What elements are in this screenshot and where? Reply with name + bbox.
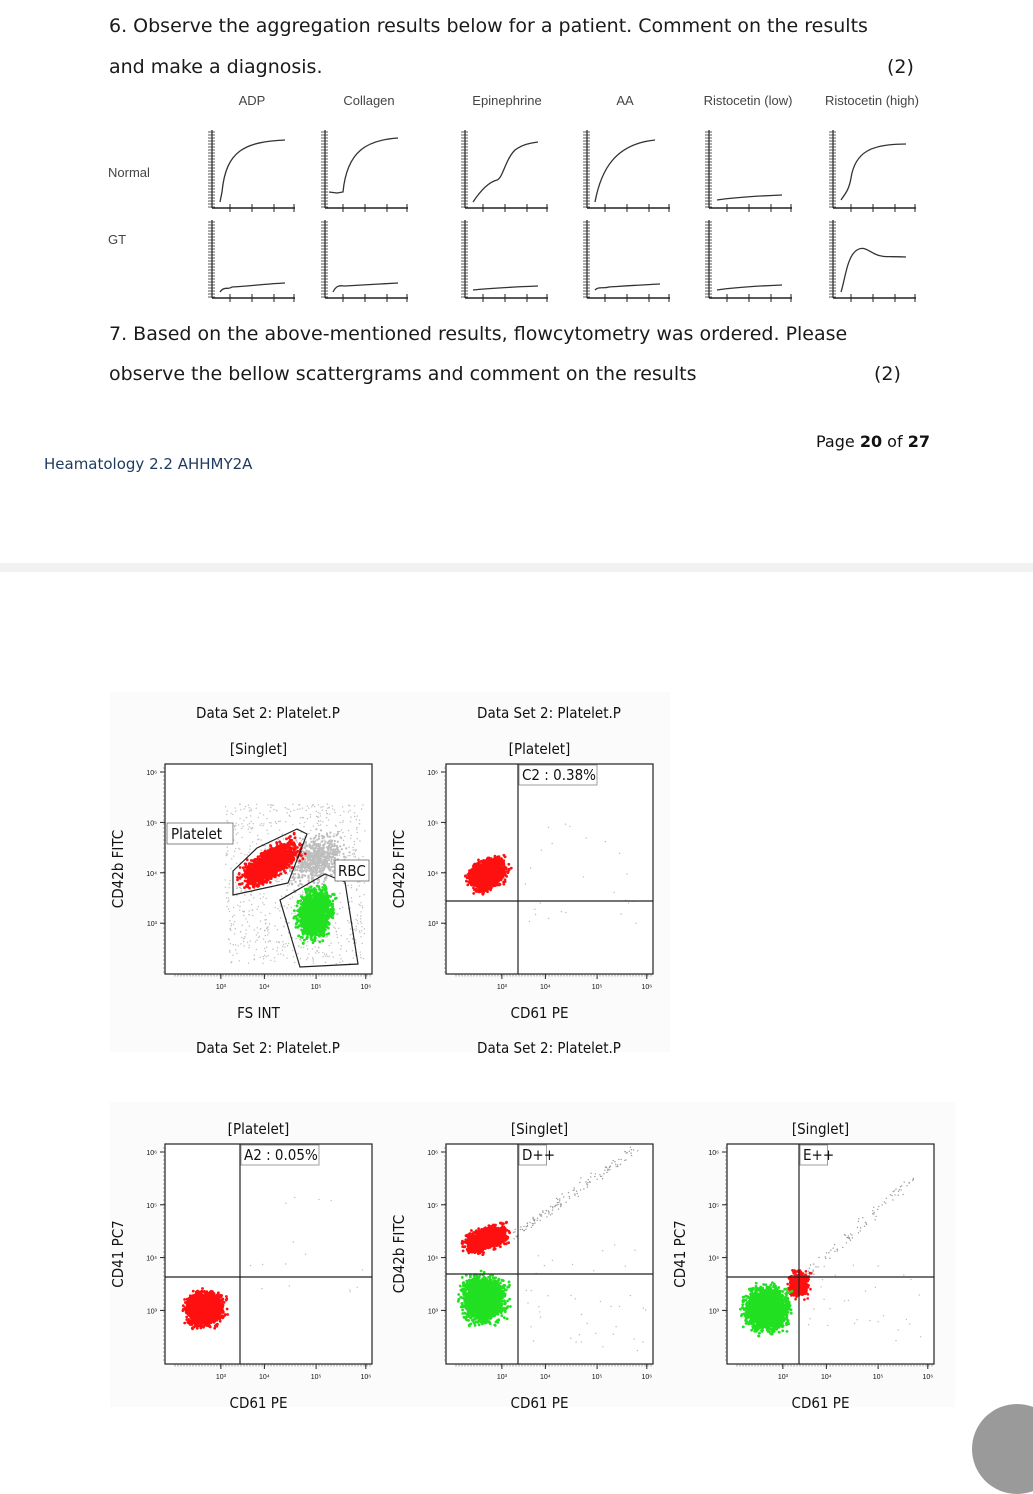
x-tick-label: 10⁴ [259, 984, 270, 991]
x-tick-label: 10⁴ [540, 1374, 551, 1381]
gate-label: [Singlet] [792, 1120, 849, 1138]
y-tick-label: 10³ [428, 921, 439, 928]
y-tick-label: 10³ [147, 921, 158, 928]
y-tick-label: 10⁴ [146, 871, 157, 878]
dataset-title-1: Data Set 2: Platelet.P [196, 704, 340, 722]
y-axis-label: CD42b FITC [390, 1215, 408, 1293]
y-tick-label: 10⁴ [708, 1256, 719, 1263]
quadrant-label: D++ [522, 1146, 555, 1164]
y-tick-label: 10⁶ [427, 770, 438, 777]
x-tick-label: 10⁶ [360, 1374, 371, 1381]
y-tick-label: 10⁴ [427, 1256, 438, 1263]
row-label-normal: Normal [108, 165, 150, 180]
question-6-line-1: 6. Observe the aggregation results below for a patient. Comment on the results [109, 14, 868, 38]
agonist-label-ristocetin-high: Ristocetin (high) [825, 93, 919, 108]
x-axis-label: FS INT [237, 1004, 280, 1022]
y-axis-label: CD42b FITC [390, 830, 408, 908]
y-tick-label: 10³ [428, 1308, 439, 1315]
tracing-gt-5 [829, 220, 916, 302]
tracing-normal-5 [829, 130, 916, 212]
flow-cytometry-figure [0, 572, 1033, 1432]
question-7-marks: (2) [874, 362, 901, 386]
row-label-gt: GT [108, 232, 126, 247]
document-page-20 [0, 0, 1033, 563]
x-tick-label: 10⁶ [360, 984, 371, 991]
x-tick-label: 10⁶ [922, 1374, 933, 1381]
rbc-region-label: RBC [338, 862, 366, 880]
course-footer: Heamatology 2.2 AHHMY2A [44, 455, 252, 473]
tracing-normal-4 [705, 130, 792, 212]
x-tick-label: 10⁶ [641, 1374, 652, 1381]
y-tick-label: 10⁵ [146, 1203, 157, 1210]
x-tick-label: 10⁴ [540, 984, 551, 991]
agonist-label-aa: AA [616, 93, 634, 108]
tracing-gt-1 [321, 220, 408, 302]
y-tick-label: 10⁶ [427, 1150, 438, 1157]
y-tick-label: 10⁵ [708, 1203, 719, 1210]
dataset-title-3: Data Set 2: Platelet.P [196, 1039, 340, 1057]
gate-label: [Platelet] [228, 1120, 290, 1138]
y-tick-label: 10⁶ [708, 1150, 719, 1157]
page-separator [0, 563, 1033, 572]
x-tick-label: 10⁴ [821, 1374, 832, 1381]
y-axis-label: CD41 PC7 [109, 1220, 127, 1287]
y-tick-label: 10⁵ [146, 820, 157, 827]
agonist-label-epinephrine: Epinephrine [472, 93, 541, 108]
y-axis-label: CD42b FITC [109, 830, 127, 908]
agonist-label-collagen: Collagen [343, 93, 394, 108]
tracing-normal-1 [321, 130, 408, 212]
platelet-region-label: Platelet [171, 825, 222, 843]
x-tick-label: 10³ [216, 1374, 227, 1381]
x-tick-label: 10³ [216, 984, 227, 991]
x-axis-label: CD61 PE [511, 1394, 569, 1412]
page-number: Page 20 of 27 [816, 432, 930, 451]
tracing-normal-2 [461, 130, 548, 212]
x-tick-label: 10⁵ [592, 984, 603, 991]
y-tick-label: 10⁵ [427, 1203, 438, 1210]
aggregation-figure [0, 85, 1033, 315]
x-tick-label: 10⁵ [311, 1374, 322, 1381]
y-tick-label: 10⁶ [146, 770, 157, 777]
y-tick-label: 10⁴ [427, 871, 438, 878]
dataset-title-4: Data Set 2: Platelet.P [477, 1039, 621, 1057]
tracing-gt-0 [208, 220, 295, 302]
aggregation-tracings [208, 130, 916, 302]
x-tick-label: 10⁴ [259, 1374, 270, 1381]
y-tick-label: 10⁵ [427, 820, 438, 827]
tracing-normal-3 [583, 130, 670, 212]
x-tick-label: 10³ [497, 984, 508, 991]
question-6-line-2: and make a diagnosis. [109, 55, 323, 79]
agonist-label-adp: ADP [239, 93, 266, 108]
question-7-line-1: 7. Based on the above-mentioned results, flowcytometry was ordered. Please [109, 322, 847, 346]
tracing-gt-4 [705, 220, 792, 302]
question-6-marks: (2) [887, 55, 914, 79]
gate-label: [Platelet] [509, 740, 571, 758]
gate-label: [Singlet] [511, 1120, 568, 1138]
x-tick-label: 10⁶ [641, 984, 652, 991]
y-tick-label: 10⁴ [146, 1256, 157, 1263]
x-tick-label: 10³ [497, 1374, 508, 1381]
agonist-label-ristocetin-low: Ristocetin (low) [704, 93, 793, 108]
y-tick-label: 10³ [147, 1308, 158, 1315]
question-7-line-2: observe the bellow scattergrams and comment on the results [109, 362, 696, 386]
x-tick-label: 10⁵ [311, 984, 322, 991]
quadrant-label: A2 : 0.05% [244, 1146, 318, 1164]
tracing-gt-3 [583, 220, 670, 302]
tracing-gt-2 [461, 220, 548, 302]
quadrant-label: C2 : 0.38% [522, 766, 596, 784]
y-axis-label: CD41 PC7 [671, 1220, 689, 1287]
document-page-21 [0, 572, 1033, 1432]
y-tick-label: 10³ [709, 1308, 720, 1315]
x-tick-label: 10⁵ [592, 1374, 603, 1381]
x-tick-label: 10⁵ [873, 1374, 884, 1381]
dataset-title-2: Data Set 2: Platelet.P [477, 704, 621, 722]
quadrant-label: E++ [803, 1146, 834, 1164]
gate-label: [Singlet] [230, 740, 287, 758]
x-axis-label: CD61 PE [230, 1394, 288, 1412]
tracing-normal-0 [208, 130, 295, 212]
x-tick-label: 10³ [778, 1374, 789, 1381]
x-axis-label: CD61 PE [511, 1004, 569, 1022]
x-axis-label: CD61 PE [792, 1394, 850, 1412]
scattergrams [109, 740, 934, 1412]
agonist-headers [239, 93, 919, 108]
y-tick-label: 10⁶ [146, 1150, 157, 1157]
